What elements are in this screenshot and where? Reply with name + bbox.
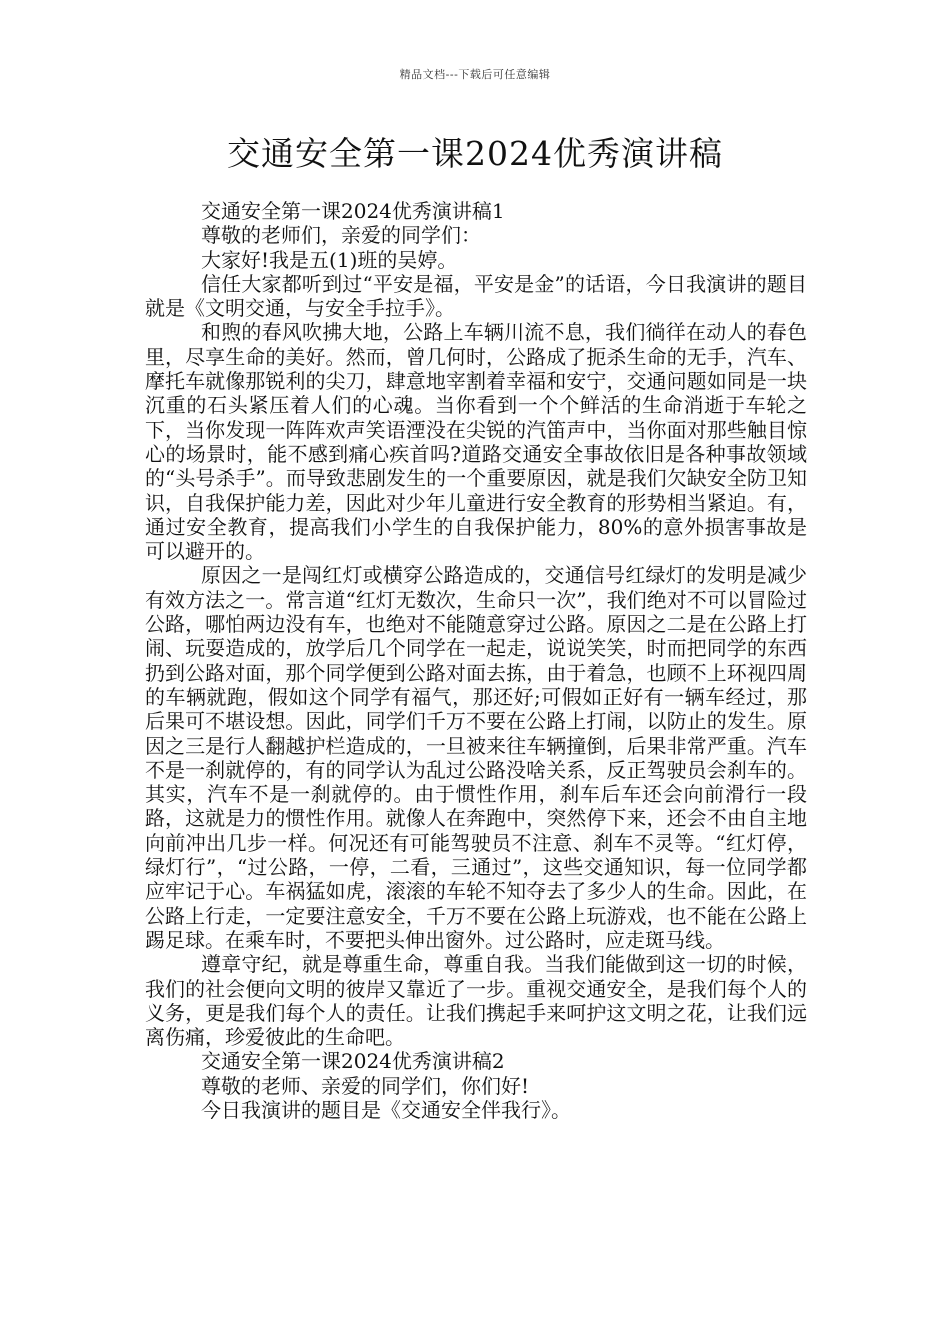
document-title: 交通安全第一课2024优秀演讲稿 bbox=[227, 134, 723, 173]
salutation-2: 尊敬的老师、亲爱的同学们，你们好! bbox=[201, 1073, 530, 1098]
paragraph-intro: 信任大家都听到过“平安是福，平安是金”的话语，今日我演讲的题目就是《文明交通，与安全手拉手》。 bbox=[145, 271, 807, 321]
paragraph-conclusion: 遵章守纪，就是尊重生命，尊重自我。当我们能做到这一切的时候，我们的社会便向文明的彼岸又靠近了一步。重视交通安全，是我们每个人的义务，更是我们每个人的责任。让我们携起手来呵护这文明之花，让我们远离伤痛，珍爱彼此的生命吧。 bbox=[145, 952, 807, 1050]
speech-topic: 今日我演讲的题目是《交通安全伴我行》。 bbox=[201, 1097, 571, 1122]
paragraph-body-2: 原因之一是闯红灯或横穿公路造成的，交通信号红绿灯的发明是减少有效方法之一。常言道“红灯无数次，生命只一次”，我们绝对不可以冒险过公路，哪怕两边没有车，也绝对不能随意穿过公路。原因之二是在公路上打闹、玩耍造成的，放学后几个同学在一起走，说说笑笑，时而把同学的东西扔到公路对面，那个同学便到公路对面去拣，由于着急，也顾不上环视四周的车辆就跑，假如这个同学有福气，那还好;可假如正好有一辆车经过，那后果可不堪设想。因此，同学们千万不要在公路上打闹，以防止的发生。原因之三是行人翻越护栏造成的，一旦被来往车辆撞倒，后果非常严重。汽车不是一刹就停的，有的同学认为乱过公路没啥关系，反正驾驶员会刹车的。其实，汽车不是一刹就停的。由于惯性作用，刹车后车还会向前滑行一段路，这就是力的惯性作用。就像人在奔跑中，突然停下来，还会不由自主地向前冲出几步一样。何况还有可能驾驶员不注意、刹车不灵等。“红灯停，绿灯行”，“过公路，一停，二看，三通过”，这些交通知识，每一位同学都应牢记于心。车祸猛如虎，滚滚的车轮不知夺去了多少人的生命。因此，在公路上行走，一定要注意安全，千万不要在公路上玩游戏，也不能在公路上踢足球。在乘车时，不要把头伸出窗外。过公路时，应走斑马线。 bbox=[145, 563, 807, 952]
section-heading-1: 交通安全第一课2024优秀演讲稿1 bbox=[201, 199, 505, 223]
greeting: 大家好!我是五(1)班的吴婷。 bbox=[201, 247, 458, 272]
document-body bbox=[145, 199, 807, 1122]
paragraph-body-1: 和煦的春风吹拂大地，公路上车辆川流不息，我们徜徉在动人的春色里，尽享生命的美好。然而，曾几何时，公路成了扼杀生命的无手，汽车、摩托车就像那锐利的尖刀，肆意地宰割着幸福和安宁，交通问题如同是一块沉重的石头紧压着人们的心魂。当你看到一个个鲜活的生命消逝于车轮之下，当你发现一阵阵欢声笑语湮没在尖锐的汽笛声中，当你面对那些触目惊心的场景时，能不感到痛心疾首吗?道路交通安全事故依旧是各种事故领域的“头号杀手”。而导致悲剧发生的一个重要原因，就是我们欠缺安全防卫知识，自我保护能力差，因此对少年儿童进行安全教育的形势相当紧迫。有，通过安全教育，提高我们小学生的自我保护能力，80%的意外损害事故是可以避开的。 bbox=[145, 320, 807, 564]
section-heading-2: 交通安全第一课2024优秀演讲稿2 bbox=[201, 1049, 505, 1074]
salutation: 尊敬的老师们，亲爱的同学们： bbox=[201, 223, 481, 248]
header-note: 精品文档---下载后可任意编辑 bbox=[399, 68, 551, 81]
